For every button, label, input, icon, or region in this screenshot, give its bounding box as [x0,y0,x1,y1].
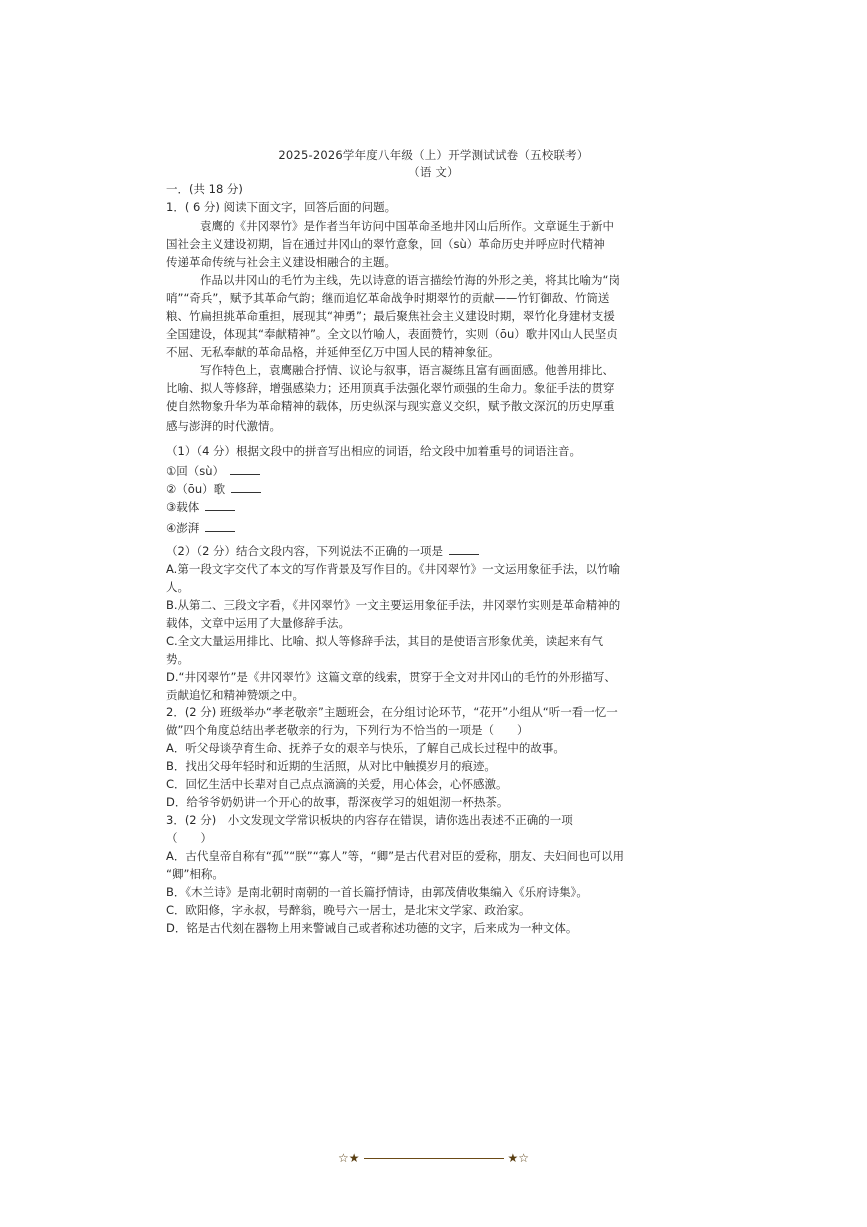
question-3-stem: 3．(2 分) 小文发现文学常识板块的内容存在错误，请你选出表述不正确的一项 [166,813,573,827]
passage-line: 全国建设，体现其“奉献精神”。全文以竹喻人，表面赞竹，实则（ōu）歌井冈山人民坚贞 [166,327,618,341]
fill-item [166,499,235,515]
question-3-stem: （ ） [166,831,212,845]
option-line: A.第一段文字交代了本文的写作背景及写作目的。《井冈翠竹》一文运用象征手法，以竹喻 [166,562,621,576]
passage-line: 粮、竹扁担挑革命重担，展现其“神勇”；最后聚焦社会主义建设时期，翠竹化身建材支援 [166,309,615,323]
option-line: D.“井冈翠竹”是《井冈翠竹》这篇文章的线索，贯穿于全文对井冈山的毛竹的外形描写、 [166,670,616,684]
answer-blank[interactable] [230,473,260,475]
passage-line: 作品以井冈山的毛竹为主线，先以诗意的语言描绘竹海的外形之美，将其比喻为“岗 [200,273,620,287]
footer-ornament [0,1151,867,1165]
option-line: 贡献追忆和精神赞颂之中。 [166,688,304,702]
option-line: “卿”相称。 [166,867,224,881]
option-c: C．回忆生活中长辈对自己点点滴滴的关爱，用心体会，心怀感激。 [166,777,508,791]
section-heading: 一．(共 18 分) [166,182,243,196]
question-1-stem: 1．( 6 分) 阅读下面文字，回答后面的问题。 [166,200,397,214]
fill-item [166,520,235,536]
passage-line: 传递革命传统与社会主义建设相融合的主题。 [166,255,396,269]
passage-line: 写作特色上，袁鹰融合抒情、议论与叙事，语言凝练且富有画面感。他善用排比、 [200,363,614,377]
answer-blank[interactable] [205,509,235,511]
option-line: A．古代皇帝自称有“孤”“朕”“寡人”等，“卿”是古代君对臣的爱称，朋友、夫妇间也可以用 [166,849,625,863]
option-line: B．《木兰诗》是南北朝时南朝的一首长篇抒情诗，由郭茂倩收集编入《乐府诗集》。 [166,885,588,899]
fill-item-label: ②（ōu）歌 [166,482,226,496]
sub-question-1-stem: （1）（4 分）根据文段中的拼音写出相应的词语，给文段中加着重号的词语注音。 [166,444,582,458]
passage-line: 比喻、拟人等修辞，增强感染力；还用顶真手法强化翠竹顽强的生命力。象征手法的贯穿 [166,381,615,395]
passage-line: 国社会主义建设初期，旨在通过井冈山的翠竹意象，回（sù）革命历史并呼应时代精神 [166,237,605,251]
option-line: 人。 [166,580,189,594]
fill-item-label: ①回（sù） [166,464,225,478]
fill-item [166,463,260,479]
option-line: C.全文大量运用排比、比喻、拟人等修辞手法，其目的是使语言形象优美，读起来有气 [166,634,604,648]
option-line: C．欧阳修，字永叔，号醉翁，晚号六一居士，是北宋文学家、政治家。 [166,903,531,917]
fill-item-label: ③载体 [166,500,200,514]
option-a: A．听父母谈孕育生命、抚养子女的艰辛与快乐，了解自己成长过程中的故事。 [166,741,565,755]
exam-title: 2025-2026学年度八年级（上）开学测试试卷（五校联考） [278,148,589,162]
passage-line: 袁鹰的《井冈翠竹》是作者当年访问中国革命圣地井冈山后所作。文章诞生于新中 [200,219,614,233]
fill-item-label: ④澎湃 [166,521,200,535]
option-d: D．给爷爷奶奶讲一个开心的故事，帮深夜学习的姐姐沏一杯热茶。 [166,795,509,809]
star-icon: ★☆ [507,1151,530,1165]
option-line: 载体，文章中运用了大量修辞手法。 [166,616,350,630]
passage-line: 感与澎湃的时代激情。 [166,419,281,433]
option-line: 势。 [166,652,189,666]
star-icon: ☆★ [337,1151,360,1165]
fill-item [166,481,261,497]
question-2-stem: 2．(2 分) 班级举办“孝老敬亲”主题班会，在分组讨论环节，“花开”小组从“听一看一忆一 [166,705,618,719]
answer-blank[interactable] [231,491,261,493]
footer-rule [364,1158,504,1159]
question-2-stem: 做”四个角度总结出孝老敬亲的行为，下列行为不恰当的一项是（ ） [166,723,529,737]
sub-question-2-stem: （2）（2 分）结合文段内容，下列说法不正确的一项是 [166,543,479,559]
option-line: B.从第二、三段文字看，《井冈翠竹》一文主要运用象征手法，井冈翠竹实则是革命精神的 [166,598,621,612]
passage-line: 哨”“奇兵”，赋予其革命气韵；继而追忆革命战争时期翠竹的贡献——竹钉御敌、竹筒送 [166,291,610,305]
answer-blank[interactable] [205,530,235,532]
option-line: D．铭是古代刻在器物上用来警诫自己或者称述功德的文字，后来成为一种文体。 [166,921,578,935]
option-b: B．找出父母年轻时和近期的生活照，从对比中触摸岁月的痕迹。 [166,759,496,773]
answer-blank[interactable] [449,553,479,555]
passage-line: 不屈、无私奉献的革命品格，并延伸至亿万中国人民的精神象征。 [166,345,500,359]
exam-subject: （语 文） [408,165,459,179]
passage-line: 使自然物象升华为革命精神的载体，历史纵深与现实意义交织，赋予散文深沉的历史厚重 [166,399,615,413]
